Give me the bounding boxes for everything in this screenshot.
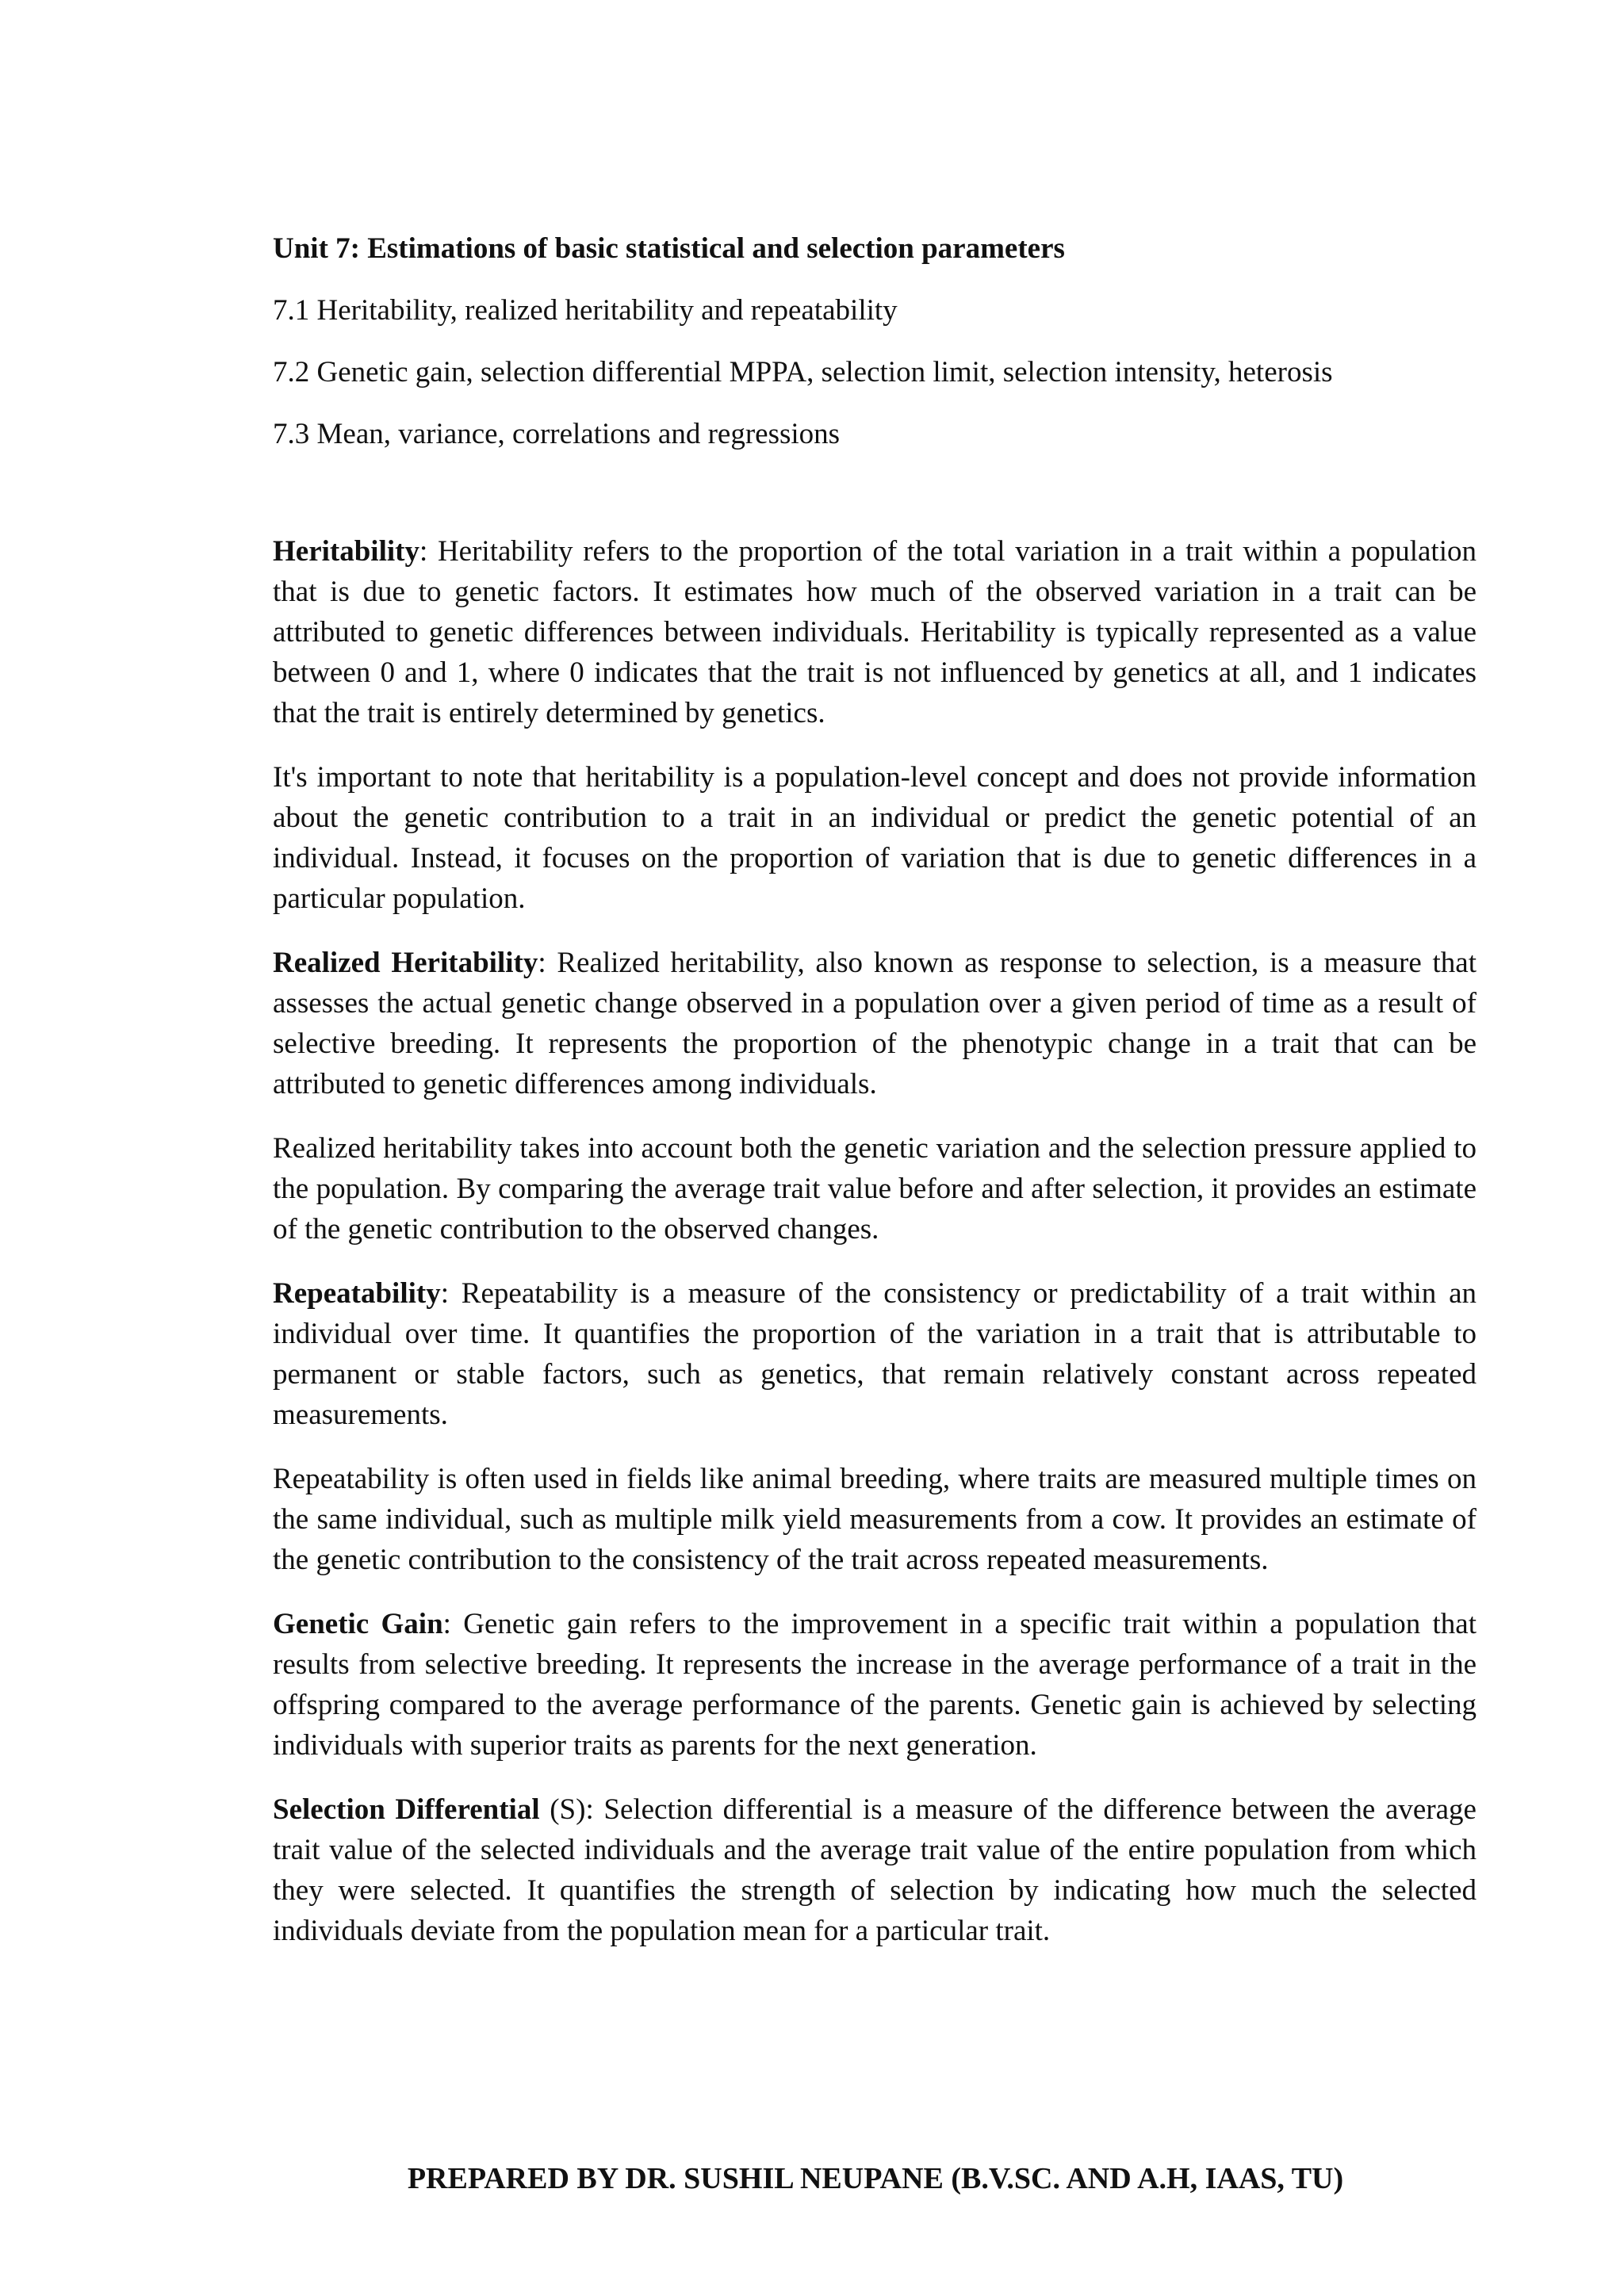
paragraph-genetic-gain (273, 1604, 1477, 1766)
paragraph-repeatability-note (273, 1459, 1477, 1580)
unit-title: Unit 7: Estimations of basic statistical and selection parameters (273, 232, 1065, 265)
paragraph-heritability (273, 531, 1477, 733)
paragraph-realized-heritability-note (273, 1128, 1477, 1249)
paragraph-heritability-note (273, 757, 1477, 919)
toc-item-7-3: 7.3 Mean, variance, correlations and regressions (273, 418, 841, 450)
paragraph-text: : Selection differential is a measure of the difference between the average trait value of the selected individuals and the average trait value of the entire population from which they were selected. It quantifies the strength of selection by indicating how much the selected individuals deviate from the population mean for a particular trait. (273, 1793, 1477, 1947)
paragraph-text: : Heritability refers to the proportion of the total variation in a trait within a population that is due to genetic factors. It estimates how much of the observed variation in a trait can be attributed to genetic differences between individuals. Heritability is typically represented as a value between 0 and 1, where 0 indicates that the trait is not influenced by genetics at all, and 1 indicates that the trait is entirely determined by genetics. (273, 535, 1477, 729)
paragraph-text: : Realized heritability, also known as response to selection, is a measure that assesses the actual genetic change observed in a population over a given period of time as a result of selective breeding. It represents the proportion of the phenotypic change in a trait that can be attributed to genetic differences among individuals. (273, 947, 1477, 1100)
term-suffix: (S) (539, 1793, 586, 1826)
paragraph-text: : Repeatability is a measure of the consistency or predictability of a trait within an individual over time. It quantifies the proportion of the variation in a trait that is attributable to permanent or stable factors, such as genetics, that remain relatively constant across repeated measurements. (273, 1277, 1477, 1431)
toc-item-7-2: 7.2 Genetic gain, selection differential MPPA, selection limit, selection intensity, heterosis (273, 356, 1333, 388)
paragraph-realized-heritability (273, 943, 1477, 1104)
paragraph-text: : Genetic gain refers to the improvement in a specific trait within a population that results from selective breeding. It represents the increase in the average performance of a trait in the offspring compared to the average performance of the parents. Genetic gain is achieved by selecting individuals with superior traits as parents for the next generation. (273, 1608, 1477, 1762)
term-repeatability: Repeatability (273, 1277, 441, 1310)
paragraph-text: Realized heritability takes into account both the genetic variation and the selection pressure applied to the population. By comparing the average trait value before and after selection, it provides an estimate of the genetic contribution to the observed changes. (273, 1132, 1477, 1246)
toc-item-7-1: 7.1 Heritability, realized heritability and repeatability (273, 294, 898, 327)
paragraph-repeatability (273, 1273, 1477, 1435)
paragraph-text: It's important to note that heritability is a population-level concept and does not provide information about the genetic contribution to a trait in an individual or predict the genetic potential of an individual. Instead, it focuses on the proportion of variation that is due to genetic differences in a particular population. (273, 761, 1477, 915)
term-genetic-gain: Genetic Gain (273, 1608, 443, 1640)
page-footer (0, 2158, 1624, 2199)
term-selection-differential: Selection Differential (273, 1793, 540, 1826)
paragraph-text: Repeatability is often used in fields like animal breeding, where traits are measured multiple times on the same individual, such as multiple milk yield measurements from a cow. It provides an estimate of the genetic contribution to the consistency of the trait across repeated measurements. (273, 1463, 1477, 1576)
term-realized-heritability: Realized Heritability (273, 947, 538, 979)
footer-text: PREPARED BY DR. SUSHIL NEUPANE (B.V.SC. AND A.H, IAAS, TU) (407, 2162, 1344, 2195)
term-heritability: Heritability (273, 535, 419, 568)
document-page (273, 228, 1477, 1951)
paragraph-selection-differential (273, 1789, 1477, 1951)
